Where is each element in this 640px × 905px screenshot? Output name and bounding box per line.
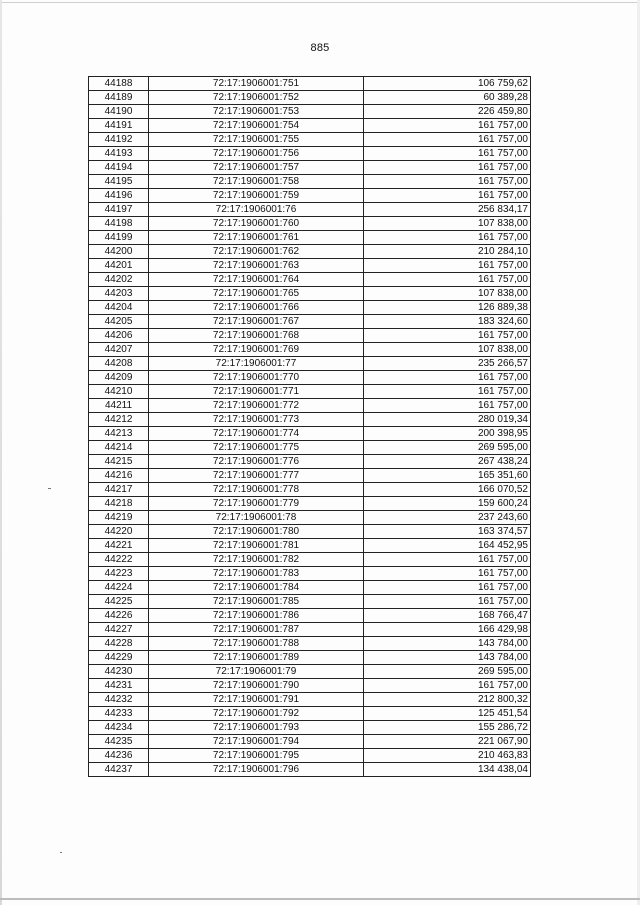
row-number-cell: 44199 (89, 231, 149, 245)
value-cell: 163 374,57 (364, 525, 531, 539)
table-row (89, 329, 531, 343)
value-cell: 237 243,60 (364, 511, 531, 525)
cadastral-number-cell: 72:17:1906001:786 (149, 609, 364, 623)
cadastral-number-cell: 72:17:1906001:753 (149, 105, 364, 119)
cadastral-number-cell: 72:17:1906001:787 (149, 623, 364, 637)
table-row (89, 119, 531, 133)
value-cell: 107 838,00 (364, 217, 531, 231)
row-number-cell: 44232 (89, 693, 149, 707)
value-cell: 60 389,28 (364, 91, 531, 105)
value-cell: 164 452,95 (364, 539, 531, 553)
table-row (89, 679, 531, 693)
row-number-cell: 44197 (89, 203, 149, 217)
table-row (89, 343, 531, 357)
cadastral-number-cell: 72:17:1906001:770 (149, 371, 364, 385)
table-row (89, 77, 531, 91)
table-row (89, 693, 531, 707)
row-number-cell: 44229 (89, 651, 149, 665)
row-number-cell: 44224 (89, 581, 149, 595)
cadastral-number-cell: 72:17:1906001:773 (149, 413, 364, 427)
scan-speck (48, 488, 51, 489)
row-number-cell: 44223 (89, 567, 149, 581)
table-row (89, 511, 531, 525)
table-row (89, 525, 531, 539)
value-cell: 107 838,00 (364, 287, 531, 301)
table-row (89, 301, 531, 315)
row-number-cell: 44218 (89, 497, 149, 511)
registry-table (88, 76, 531, 777)
cadastral-number-cell: 72:17:1906001:761 (149, 231, 364, 245)
value-cell: 235 266,57 (364, 357, 531, 371)
cadastral-number-cell: 72:17:1906001:764 (149, 273, 364, 287)
cadastral-number-cell: 72:17:1906001:795 (149, 749, 364, 763)
cadastral-number-cell: 72:17:1906001:793 (149, 721, 364, 735)
row-number-cell: 44209 (89, 371, 149, 385)
cadastral-number-cell: 72:17:1906001:79 (149, 665, 364, 679)
value-cell: 143 784,00 (364, 651, 531, 665)
value-cell: 166 429,98 (364, 623, 531, 637)
row-number-cell: 44226 (89, 609, 149, 623)
row-number-cell: 44217 (89, 483, 149, 497)
row-number-cell: 44215 (89, 455, 149, 469)
value-cell: 161 757,00 (364, 189, 531, 203)
cadastral-number-cell: 72:17:1906001:77 (149, 357, 364, 371)
table-row (89, 707, 531, 721)
row-number-cell: 44236 (89, 749, 149, 763)
table-row (89, 455, 531, 469)
row-number-cell: 44211 (89, 399, 149, 413)
table-row (89, 231, 531, 245)
table-row (89, 539, 531, 553)
table-row (89, 567, 531, 581)
row-number-cell: 44227 (89, 623, 149, 637)
cadastral-number-cell: 72:17:1906001:788 (149, 637, 364, 651)
table-row (89, 371, 531, 385)
value-cell: 143 784,00 (364, 637, 531, 651)
cadastral-number-cell: 72:17:1906001:751 (149, 77, 364, 91)
table-row (89, 637, 531, 651)
table-row (89, 175, 531, 189)
table-row (89, 763, 531, 777)
cadastral-number-cell: 72:17:1906001:782 (149, 553, 364, 567)
cadastral-number-cell: 72:17:1906001:794 (149, 735, 364, 749)
cadastral-number-cell: 72:17:1906001:756 (149, 147, 364, 161)
cadastral-number-cell: 72:17:1906001:781 (149, 539, 364, 553)
row-number-cell: 44231 (89, 679, 149, 693)
value-cell: 161 757,00 (364, 679, 531, 693)
table-row (89, 203, 531, 217)
cadastral-number-cell: 72:17:1906001:763 (149, 259, 364, 273)
cadastral-number-cell: 72:17:1906001:766 (149, 301, 364, 315)
row-number-cell: 44216 (89, 469, 149, 483)
value-cell: 161 757,00 (364, 553, 531, 567)
scan-top-border (0, 2, 640, 3)
value-cell: 161 757,00 (364, 259, 531, 273)
row-number-cell: 44192 (89, 133, 149, 147)
value-cell: 161 757,00 (364, 595, 531, 609)
table-row (89, 133, 531, 147)
table-row (89, 147, 531, 161)
table-row (89, 161, 531, 175)
value-cell: 161 757,00 (364, 133, 531, 147)
cadastral-number-cell: 72:17:1906001:769 (149, 343, 364, 357)
cadastral-number-cell: 72:17:1906001:780 (149, 525, 364, 539)
cadastral-number-cell: 72:17:1906001:785 (149, 595, 364, 609)
cadastral-number-cell: 72:17:1906001:767 (149, 315, 364, 329)
cadastral-number-cell: 72:17:1906001:754 (149, 119, 364, 133)
cadastral-number-cell: 72:17:1906001:760 (149, 217, 364, 231)
value-cell: 210 463,83 (364, 749, 531, 763)
value-cell: 226 459,80 (364, 105, 531, 119)
cadastral-number-cell: 72:17:1906001:755 (149, 133, 364, 147)
table-row (89, 665, 531, 679)
page-number: 885 (310, 42, 330, 54)
table-row (89, 735, 531, 749)
value-cell: 161 757,00 (364, 371, 531, 385)
row-number-cell: 44222 (89, 553, 149, 567)
row-number-cell: 44194 (89, 161, 149, 175)
table-row (89, 749, 531, 763)
row-number-cell: 44207 (89, 343, 149, 357)
value-cell: 126 889,38 (364, 301, 531, 315)
row-number-cell: 44225 (89, 595, 149, 609)
registry-table-body (89, 77, 531, 777)
row-number-cell: 44237 (89, 763, 149, 777)
scan-left-edge (0, 0, 2, 905)
table-row (89, 623, 531, 637)
value-cell: 161 757,00 (364, 399, 531, 413)
cadastral-number-cell: 72:17:1906001:796 (149, 763, 364, 777)
cadastral-number-cell: 72:17:1906001:762 (149, 245, 364, 259)
row-number-cell: 44220 (89, 525, 149, 539)
table-row (89, 399, 531, 413)
value-cell: 161 757,00 (364, 147, 531, 161)
table-row (89, 721, 531, 735)
row-number-cell: 44196 (89, 189, 149, 203)
table-row (89, 385, 531, 399)
table-row (89, 413, 531, 427)
row-number-cell: 44200 (89, 245, 149, 259)
value-cell: 134 438,04 (364, 763, 531, 777)
value-cell: 161 757,00 (364, 329, 531, 343)
value-cell: 161 757,00 (364, 175, 531, 189)
row-number-cell: 44214 (89, 441, 149, 455)
cadastral-number-cell: 72:17:1906001:757 (149, 161, 364, 175)
table-row (89, 651, 531, 665)
value-cell: 125 451,54 (364, 707, 531, 721)
value-cell: 161 757,00 (364, 161, 531, 175)
cadastral-number-cell: 72:17:1906001:778 (149, 483, 364, 497)
cadastral-number-cell: 72:17:1906001:790 (149, 679, 364, 693)
cadastral-number-cell: 72:17:1906001:752 (149, 91, 364, 105)
value-cell: 183 324,60 (364, 315, 531, 329)
value-cell: 269 595,00 (364, 665, 531, 679)
cadastral-number-cell: 72:17:1906001:792 (149, 707, 364, 721)
table-row (89, 217, 531, 231)
row-number-cell: 44195 (89, 175, 149, 189)
row-number-cell: 44235 (89, 735, 149, 749)
cadastral-number-cell: 72:17:1906001:777 (149, 469, 364, 483)
row-number-cell: 44188 (89, 77, 149, 91)
table-row (89, 581, 531, 595)
table-row (89, 357, 531, 371)
value-cell: 168 766,47 (364, 609, 531, 623)
value-cell: 280 019,34 (364, 413, 531, 427)
row-number-cell: 44190 (89, 105, 149, 119)
cadastral-number-cell: 72:17:1906001:775 (149, 441, 364, 455)
value-cell: 256 834,17 (364, 203, 531, 217)
value-cell: 166 070,52 (364, 483, 531, 497)
table-row (89, 105, 531, 119)
table-row (89, 427, 531, 441)
value-cell: 155 286,72 (364, 721, 531, 735)
row-number-cell: 44191 (89, 119, 149, 133)
row-number-cell: 44203 (89, 287, 149, 301)
value-cell: 212 800,32 (364, 693, 531, 707)
scan-speck (60, 852, 62, 853)
value-cell: 267 438,24 (364, 455, 531, 469)
table-row (89, 273, 531, 287)
cadastral-number-cell: 72:17:1906001:772 (149, 399, 364, 413)
row-number-cell: 44201 (89, 259, 149, 273)
table-row (89, 245, 531, 259)
value-cell: 106 759,62 (364, 77, 531, 91)
value-cell: 210 284,10 (364, 245, 531, 259)
cadastral-number-cell: 72:17:1906001:774 (149, 427, 364, 441)
scan-bottom-border (0, 898, 640, 900)
value-cell: 159 600,24 (364, 497, 531, 511)
value-cell: 161 757,00 (364, 567, 531, 581)
row-number-cell: 44233 (89, 707, 149, 721)
cadastral-number-cell: 72:17:1906001:779 (149, 497, 364, 511)
row-number-cell: 44221 (89, 539, 149, 553)
value-cell: 161 757,00 (364, 273, 531, 287)
table-row (89, 483, 531, 497)
table-row (89, 469, 531, 483)
value-cell: 161 757,00 (364, 385, 531, 399)
value-cell: 161 757,00 (364, 581, 531, 595)
cadastral-number-cell: 72:17:1906001:78 (149, 511, 364, 525)
cadastral-number-cell: 72:17:1906001:76 (149, 203, 364, 217)
table-row (89, 315, 531, 329)
table-row (89, 91, 531, 105)
value-cell: 161 757,00 (364, 231, 531, 245)
table-row (89, 595, 531, 609)
table-row (89, 609, 531, 623)
cadastral-number-cell: 72:17:1906001:784 (149, 581, 364, 595)
row-number-cell: 44219 (89, 511, 149, 525)
row-number-cell: 44193 (89, 147, 149, 161)
row-number-cell: 44202 (89, 273, 149, 287)
row-number-cell: 44228 (89, 637, 149, 651)
value-cell: 200 398,95 (364, 427, 531, 441)
row-number-cell: 44212 (89, 413, 149, 427)
row-number-cell: 44204 (89, 301, 149, 315)
cadastral-number-cell: 72:17:1906001:776 (149, 455, 364, 469)
row-number-cell: 44234 (89, 721, 149, 735)
cadastral-number-cell: 72:17:1906001:768 (149, 329, 364, 343)
value-cell: 161 757,00 (364, 119, 531, 133)
cadastral-number-cell: 72:17:1906001:771 (149, 385, 364, 399)
row-number-cell: 44213 (89, 427, 149, 441)
table-row (89, 259, 531, 273)
row-number-cell: 44206 (89, 329, 149, 343)
row-number-cell: 44210 (89, 385, 149, 399)
value-cell: 165 351,60 (364, 469, 531, 483)
table-row (89, 553, 531, 567)
table-row (89, 189, 531, 203)
row-number-cell: 44205 (89, 315, 149, 329)
table-row (89, 441, 531, 455)
cadastral-number-cell: 72:17:1906001:791 (149, 693, 364, 707)
cadastral-number-cell: 72:17:1906001:789 (149, 651, 364, 665)
cadastral-number-cell: 72:17:1906001:759 (149, 189, 364, 203)
table-row (89, 497, 531, 511)
row-number-cell: 44230 (89, 665, 149, 679)
value-cell: 107 838,00 (364, 343, 531, 357)
value-cell: 221 067,90 (364, 735, 531, 749)
row-number-cell: 44208 (89, 357, 149, 371)
table-row (89, 287, 531, 301)
row-number-cell: 44198 (89, 217, 149, 231)
cadastral-number-cell: 72:17:1906001:758 (149, 175, 364, 189)
row-number-cell: 44189 (89, 91, 149, 105)
cadastral-number-cell: 72:17:1906001:783 (149, 567, 364, 581)
cadastral-number-cell: 72:17:1906001:765 (149, 287, 364, 301)
value-cell: 269 595,00 (364, 441, 531, 455)
